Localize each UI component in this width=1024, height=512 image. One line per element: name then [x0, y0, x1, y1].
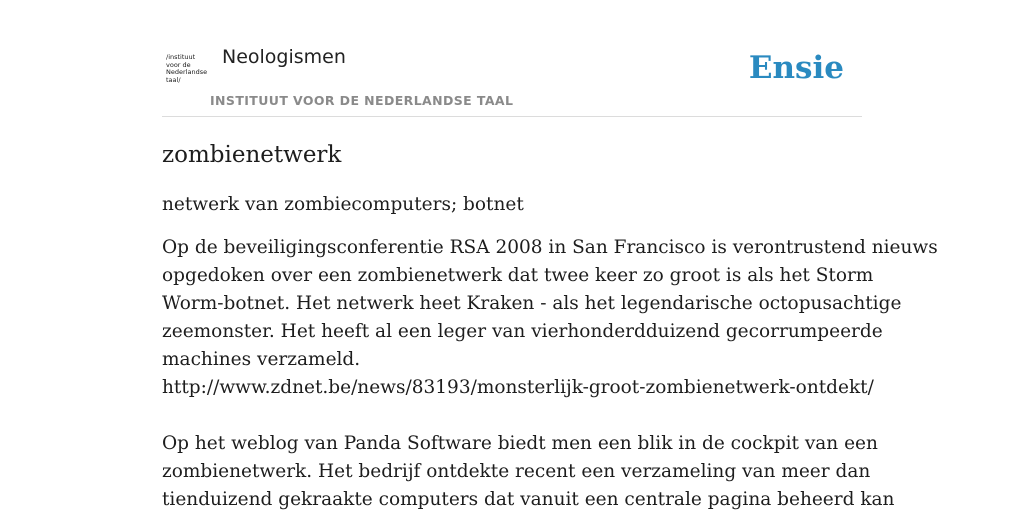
logo-text-line: /instituut [166, 53, 196, 61]
institute-logo[interactable] [166, 54, 208, 90]
source-url-link[interactable]: http://www.zdnet.be/news/83193/monsterlijk-groot-zombienetwerk-ontdekt/ [162, 377, 874, 398]
entry-definition: netwerk van zombiecomputers; botnet [162, 194, 524, 215]
quote-line: Op het weblog van Panda Software biedt men een blik in de cockpit van een [162, 433, 878, 454]
site-subtitle: INSTITUUT VOOR DE NEDERLANDSE TAAL [210, 93, 514, 108]
quote-line: zombienetwerk. Het bedrijf ontdekte recent een verzameling van meer dan [162, 461, 871, 482]
entry-term: zombienetwerk [162, 142, 342, 168]
quote-line: opgedoken over een zombienetwerk dat twee keer zo groot is als het Storm [162, 265, 874, 286]
site-title[interactable]: Neologismen [222, 46, 346, 68]
paragraph-spacer [162, 402, 862, 430]
logo-text-line: voor de [166, 60, 191, 69]
logo-text-line: Nederlandse [166, 68, 208, 76]
quote-line: tienduizend gekraakte computers dat vanuit een centrale pagina beheerd kan [162, 489, 895, 510]
logo-text-line: taal/ [166, 75, 181, 84]
site-header [162, 40, 862, 117]
quote-line: Worm-botnet. Het netwerk heet Kraken - als het legendarische octopusachtige [162, 293, 902, 314]
entry-content [162, 139, 938, 512]
quote-line: Op de beveiligingsconferentie RSA 2008 in San Francisco is verontrustend nieuws [162, 237, 938, 258]
quote-line: machines verzameld. [162, 349, 361, 370]
ensie-brand-link[interactable]: Ensie [748, 50, 844, 86]
entry-quotes [162, 234, 938, 512]
quote-line: zeemonster. Het heeft al een leger van vierhonderdduizend gecorrumpeerde [162, 321, 883, 342]
